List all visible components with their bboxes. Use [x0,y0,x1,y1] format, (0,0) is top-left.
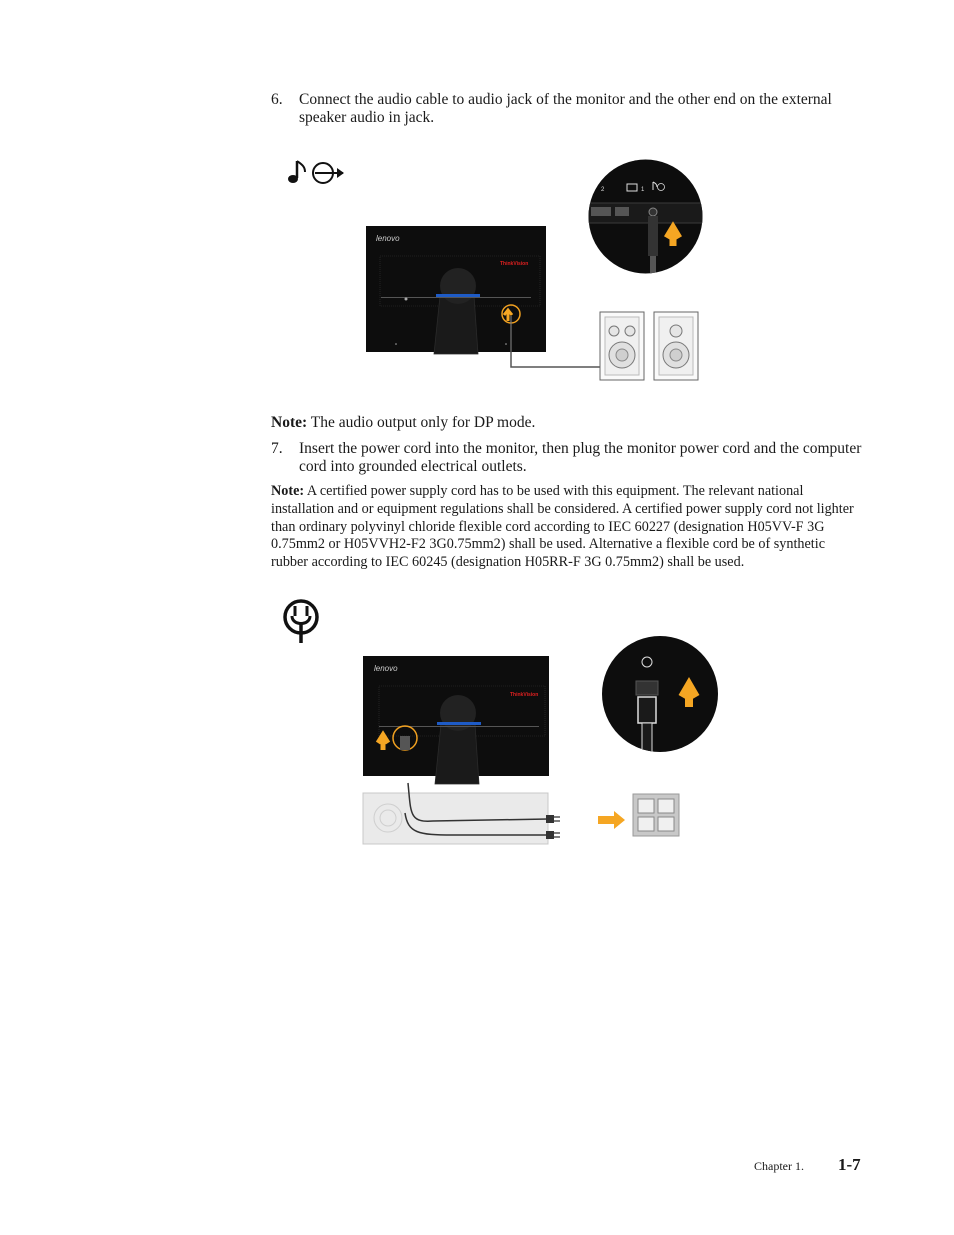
monitor-rear-view [366,226,546,356]
model-badge: ThinkVision [500,261,529,267]
page-number: 1-7 [838,1155,861,1174]
note-power-cord [271,483,863,572]
note-audio [271,414,535,432]
model-badge: ThinkVision [510,692,539,698]
port-label-1: 1 [641,187,645,193]
step-number: 6. [271,91,283,108]
power-plug-icon [282,598,322,644]
monitor-rear-view [363,656,549,786]
note-label: Note: [271,483,305,499]
audio-out-icon [285,158,347,188]
note-text: A certified power supply cord has to be used with this equipment. The relevant national installation and or equipment regulations shall be considered. A certified power supply cord not lighter than ordinary polyvinyl chloride flexible cord according to IEC 60227 (designation H05VV-F 3G 0.75mm2 or H05VVH2-F2 3G0.75mm2) shall be used. Alternative a flexible cord be of synthetic rubber according to IEC 60245 (designation H05RR-F 3G 0.75mm2) shall be used. [271,483,854,571]
step-text: Insert the power cord into the monitor, then plug the monitor power cord and the computer cord into grounded electrical outlets. [299,440,862,475]
footer-chapter: Chapter 1. [754,1159,804,1173]
audio-jack-zoom [587,158,704,275]
step-number: 7. [271,440,283,457]
port-label-2: 2 [601,187,605,193]
audio-cable [510,350,605,370]
computer-and-power-cords [363,793,563,845]
note-label: Note: [271,414,308,431]
speaker-icon [599,311,700,382]
note-text: The audio output only for DP mode. [307,414,536,431]
wall-outlet-icon [633,794,679,836]
power-socket-zoom [598,637,723,755]
brand-logo: lenovo [376,234,400,243]
brand-logo: lenovo [374,664,398,673]
arrow-to-outlet-icon [598,811,626,829]
step-text: Connect the audio cable to audio jack of the monitor and the other end on the external speaker audio in jack. [299,91,832,126]
